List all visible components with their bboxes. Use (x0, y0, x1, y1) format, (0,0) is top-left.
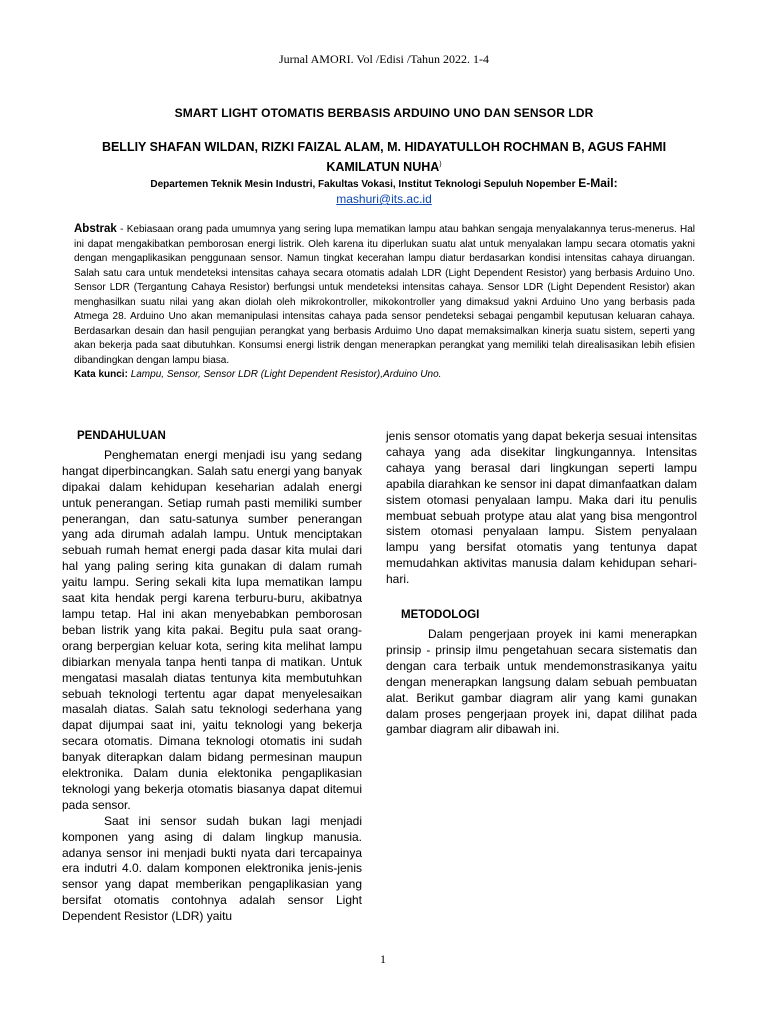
section-heading-pendahuluan: PENDAHULUAN (77, 430, 166, 442)
paper-title: SMART LIGHT OTOMATIS BERBASIS ARDUINO UNO DAN SENSOR LDR (174, 106, 594, 120)
paragraph: Dalam pengerjaan proyek ini kami menerapkan prinsip - prinsip ilmu pengetahuan secara sistematis dan dengan cara terbaik untuk mendemonstrasikanya yaitu dengan menerapkan langsung dalam sebuah pembuatan alat. Berikut gambar diagram alir yang kami gunakan dalam proses pengerjaan proyek ini, dapat dilihat pada gambar diagram alir dibawah ini. (386, 626, 697, 737)
abstract-body (74, 222, 695, 368)
author-superscript: ) (439, 161, 442, 168)
abstract-label: Abstrak (74, 223, 117, 235)
keywords-label: Kata kunci: (74, 369, 128, 380)
email-label: E-Mail: (578, 176, 618, 190)
authors-text: BELLIY SHAFAN WILDAN, RIZKI FAIZAL ALAM, M. HIDAYATULLOH ROCHMAN B, AGUS FAHMI KAMILATUN NUHA (101, 140, 667, 175)
keywords-line (74, 368, 695, 383)
section-heading-metodologi: METODOLOGI (401, 609, 480, 622)
paragraph: Penghematan energi menjadi isu yang sedang hangat diperbincangkan. Salah satu energi yang banyak dipakai dalam kehidupan keseharian adalah energi untuk penerangan. Setiap rumah pasti memiliki sumber penerangan, dan satu-satunya sumber penerangan yang ada dirumah adalah lampu. Untuk menciptakan sebuah rumah hemat energi pada dasar kita mulai dari hal yang paling sering kita gunakan di dalam rumah yaitu lampu. Sering sekali kita lupa mematikan lampu saat kita hendak pergi karena terburu-buru, akibatnya lampu tetap. Hal ini akan menyebabkan pemborosan beban listrik yang kita pakai. Begitu pula saat orang-orang berpergian keluar kota, sering kita melihat lampu dibiarkan menyala tanpa henti tanpa di matikan. Untuk mengatasi masalah diatas tentunya kita membutuhkan sebuah teknologi tertentu agar dapat menyelesaikan masalah diatas. Salah satu teknologi sederhana yang dapat dijumpai saat ini, yaitu teknologi yang bekerja secara otomatis. Dimana teknologi otomatis ini sudah banyak diterapkan dalam bidang permesinan maupun elektronika. Dalam dunia elektonika pengaplikasian teknologi yang bekerja otomatis biasanya dapat ditemui pada sensor. (62, 447, 362, 812)
right-column (386, 429, 697, 738)
keywords-text: Lampu, Sensor, Sensor LDR (Light Dependent Resistor),Arduino Uno. (130, 369, 442, 380)
page-number: 1 (380, 952, 386, 966)
section-gap (386, 588, 697, 608)
abstract-text: - Kebiasaan orang pada umumnya yang sering lupa mematikan lampu atau bahkan sengaja menyalakannya terus-menerus. Hal ini dapat mengakibatkan pemborosan energi listrik. Oleh karena itu diperlukan suatu alat untuk menyalakan lampu secara otomatis yakni dengan mengaplikasikan penggunaan sensor. Namun tingkat kecerahan lampu diatur berdasarkan kondisi intensitas cahaya diruangan. Salah satu cara untuk mendeteksi intensitas cahaya secara otomatis adalah LDR (Light Dependent Resistor) yang berbasis Arduino Uno. Sensor LDR (Tergantung Cahaya Resistor) berfungsi untuk mendeteksi intensitas cahaya. Sensor LDR (Light Dependent Resistor) akan menghasilkan suatu nilai yang akan diolah oleh mikrokontroller, mikokontroller yang dimaksud yakni Arduino Uno yang berbasis pada Atmega 28. Arduino Uno akan memanipulasi intensitas cahaya pada sensor pendeteksi sebagai pengambil keputusan keluaran cahaya. Berdasarkan desain dan hasil pengujian perangkat yang berbasis Arduimo Uno dapat memaksimalkan kinerja suatu sistem, seperti yang akan bekerja pada saat dibutuhkan. Konsumsi energi listrik dengan menerapkan perangkat yang memiliki telah direalisasikan lebih efisien dibandingkan dengan lampu biasa. (74, 224, 696, 366)
affiliation-block (90, 176, 678, 208)
journal-header: Jurnal AMORI. Vol /Edisi /Tahun 2022. 1-4 (278, 52, 490, 66)
left-column (62, 429, 362, 925)
paragraph: jenis sensor otomatis yang dapat bekerja sesuai intensitas cahaya yang ada disekitar lingkungannya. Intensitas cahaya yang berasal dari lingkungan seperti lampu apabila diarahkan ke sensor ini dapat dimanfaatkan dalam sistem otomasi penyalaan lampu. Maka dari itu penulis membuat sebuah protype atau alat yang bisa mengontrol sistem otomasi penyalaan lampu. Sistem penyalaan lampu yang bersifat otomatis yang tentunya dapat memudahkan aktivitas manusia dalam kehidupan sehari-hari. (386, 429, 697, 587)
author-list (90, 139, 678, 176)
abstract-section (74, 222, 695, 383)
author-email-link[interactable]: mashuri@its.ac.id (336, 192, 432, 206)
paragraph: Saat ini sensor sudah bukan lagi menjadi komponen yang asing di dalam lingkup manusia. adanya sensor ini menjadi bukti nyata dari tercapainya era indutri 4.0. dalam komponen elektronika jenis-jenis sensor yang dapat memberikan pengaplikasian yang bersifat otomatis contohnya adalah sensor Light Dependent Resistor (LDR) yaitu (62, 813, 362, 924)
affiliation-text: Departemen Teknik Mesin Industri, Fakultas Vokasi, Institut Teknologi Sepuluh Nopember (150, 179, 576, 190)
